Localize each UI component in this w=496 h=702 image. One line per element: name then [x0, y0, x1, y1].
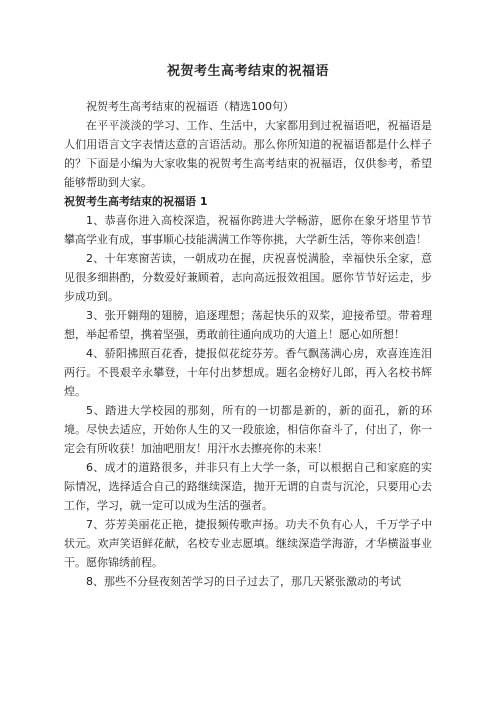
list-item: 5、踏进大学校园的那刻，所有的一切都是新的，新的面孔，新的环境。尽快去适应，开始你人生的又一段旅途，相信你奋斗了，付出了，你一定会有所收获！加油吧朋友！用汗水去擦亮你的未来！: [64, 404, 432, 455]
intro-paragraph: 在平平淡淡的学习、工作、生活中，大家都用到过祝福语吧，祝福语是人们用语言文字表情达意的言语活动。那么你所知道的祝福语都是什么样子的？下面是小编为大家收集的祝贺考生高考结束的祝福语，仅供参考，希望能够帮助到大家。: [64, 119, 432, 189]
list-item: 1、恭喜你进入高校深造，祝福你跨进大学畅游，愿你在象牙塔里节节攀高学业有成，事事顺心技能满满工作等你挑，大学新生活，等你来创造！: [64, 214, 432, 246]
list-item: 2、十年寒窗苦读，一朝成功在握，庆祝喜悦满脸，幸福快乐全家，意见很多细斟酌，分数爱好兼顾着，志向高远报效祖国。愿你节节好运走，步步成功到。: [64, 252, 432, 303]
document-subtitle: 祝贺考生高考结束的祝福语（精选100句）: [86, 100, 294, 113]
section-heading: 祝贺考生高考结束的祝福语 1: [64, 195, 208, 208]
list-item: 4、骄阳拂照百花香，捷报似花绽芬芳。香气飘荡满心房，欢喜连连泪两行。不畏艰辛永攀登，十年付出梦想成。题名金榜好儿郎，再入名校书辉煌。: [64, 347, 432, 398]
document-title: 祝贺考生高考结束的祝福语: [166, 64, 329, 79]
list-item: 6、成才的道路很多，并非只有上大学一条，可以根据自己和家庭的实际情况，选择适合自己的路继续深造，抛开无谓的自责与沉沦，只要用心去工作，学习，就一定可以成为生活的强者。: [64, 461, 432, 512]
list-item: 7、芬芳美丽花正艳，捷报频传歌声扬。功夫不负有心人，千万学子中状元。欢声笑语鲜花献，名校专业志愿填。继续深造学海游，才华横溢事业干。愿你锦绣前程。: [64, 518, 432, 569]
list-item: 8、那些不分昼夜刻苦学习的日子过去了，那几天紧张激动的考试: [86, 575, 401, 588]
list-item: 3、张开翱翔的翅膀，追逐理想；荡起快乐的双桨，迎接希望。带着理想，举起希望，携着坚强，勇敢前往通向成功的大道上！愿心如所想！: [64, 309, 432, 341]
